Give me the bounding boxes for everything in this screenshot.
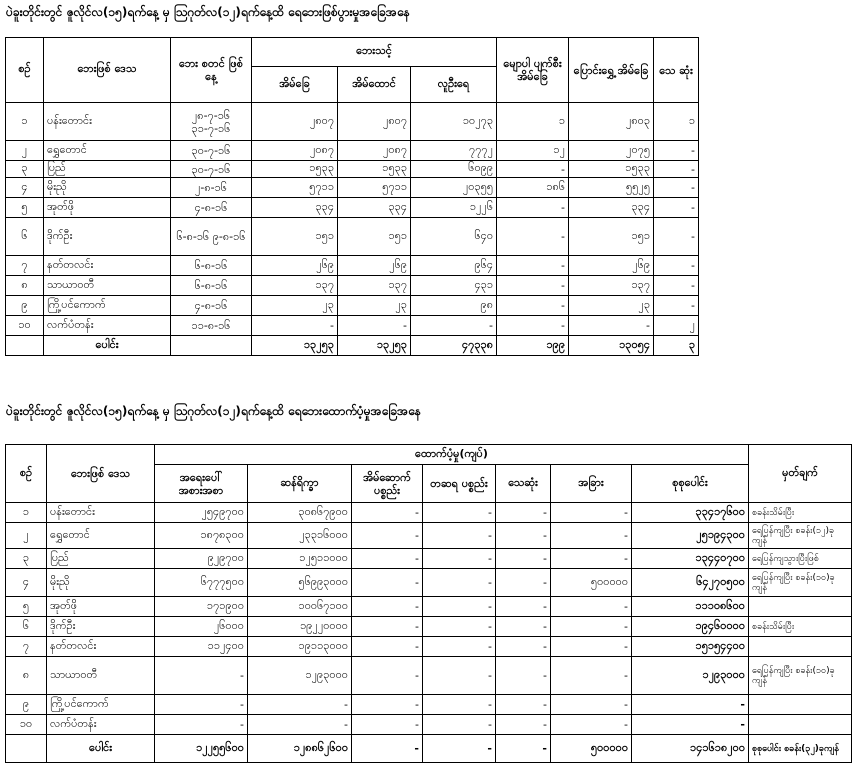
table1-title: ပဲခူးတိုင်းတွင် ဇူလိုင်လ(၁၅)ရက်နေ့ မှ ဩဂုတ်လ(၁၂)ရက်နေ့ထိ ရေဘေးဖြစ်ပွားမှုအခြေအနေ	[6, 5, 410, 19]
row-place: ဒိုက်ဦး	[44, 218, 171, 256]
total-row	[6, 336, 699, 356]
row-grand-total: -	[632, 715, 749, 735]
row-housing-materials: -	[352, 715, 423, 735]
row-remarks: စခန်းသိမ်းပြီး	[749, 503, 852, 523]
row-destroyed: -	[497, 276, 569, 296]
row-no: ၉	[6, 695, 47, 715]
row-grand-total: ၆၄၂၇၀၅၀၀	[632, 569, 749, 597]
row-dead: -	[654, 296, 699, 316]
row-date: ၆-၈-၁၆ ၉-၈-၁၆	[171, 218, 252, 256]
row-people: -	[411, 316, 497, 336]
row-other: -	[551, 503, 632, 523]
row-rice: ၁၉၂၂၀၀၀၀	[248, 617, 352, 637]
row-place: ကြို့ပင်ကောက်	[47, 695, 155, 715]
row-tools: -	[423, 549, 496, 569]
row-death: -	[496, 569, 551, 597]
row-remarks: စခန်းသိမ်းပြီး	[749, 617, 852, 637]
total-empty-cell	[6, 336, 44, 356]
table-row	[6, 198, 699, 218]
row-dead: ၂	[654, 316, 699, 336]
row-place: ဒိုက်ဦး	[47, 617, 155, 637]
row-houses: ၂၆၉	[252, 256, 338, 276]
row-emergency-food: ၁၁၂၄၀၀	[155, 637, 248, 657]
table-row	[6, 276, 699, 296]
row-place: နတ်တလင်း	[47, 637, 155, 657]
table-row	[6, 597, 852, 617]
row-dead: -	[654, 256, 699, 276]
row-no: ၃	[6, 161, 44, 178]
row-emergency-food: -	[155, 657, 248, 695]
row-households: -	[338, 316, 411, 336]
row-households: ၃၃၄	[338, 198, 411, 218]
row-other: ၅၀၀၀၀၀	[551, 569, 632, 597]
row-remarks: ရေပြန်ကျပြီး စခန်း(၁၂)ခုကျန်	[749, 523, 852, 549]
total-remarks: စုစုပေါင်း စခန်း(၃၂)ခုကျန်	[749, 735, 852, 763]
total-rice: ၁၂၈၈၆၂၆၀၀	[248, 735, 352, 763]
total-grand-total: ၁၄၁၆၁၈၂၀၀	[632, 735, 749, 763]
header-houses: အိမ်ခြေ	[252, 67, 338, 103]
table-row	[6, 695, 852, 715]
row-households: ၁၅၃၃	[338, 161, 411, 178]
row-housing-materials: -	[352, 617, 423, 637]
row-no: ၄	[6, 569, 47, 597]
row-destroyed: -	[497, 198, 569, 218]
header-death: သေဆုံး	[496, 465, 551, 503]
row-rice: -	[248, 695, 352, 715]
row-date: ၃၀-၇-၁၆	[171, 141, 252, 161]
row-grand-total: ၁၃၄၄၀၇၀၀	[632, 549, 749, 569]
row-rice: ၁၂၉၃၀၀၀	[248, 657, 352, 695]
row-households: ၂၈၀၇	[338, 103, 411, 141]
row-households: ၅၇၁၁	[338, 178, 411, 198]
row-emergency-food: ၉၂၉၇၀၀	[155, 549, 248, 569]
header-destroyed: မျောပါ ပျက်စီး အိမ်ခြေ	[497, 38, 569, 103]
row-destroyed: -	[497, 316, 569, 336]
row-remarks: ရေပြန်ကျသွားပြီးဖြစ်	[749, 549, 852, 569]
header-place: ဘေးဖြစ် ဒေသ	[47, 445, 155, 503]
row-date: ၁၁-၈-၁၆	[171, 316, 252, 336]
header-rice: ဆန်ရိက္ခာ	[248, 465, 352, 503]
row-death: -	[496, 657, 551, 695]
header-housing-materials: အိမ်ဆောက် ပစ္စည်း	[352, 465, 423, 503]
table-row	[6, 549, 852, 569]
total-destroyed: ၁၉၉	[497, 336, 569, 356]
row-death: -	[496, 617, 551, 637]
row-tools: -	[423, 695, 496, 715]
header-households: အိမ်ထောင်	[338, 67, 411, 103]
header-affected: ဘေးသင့်	[252, 38, 497, 67]
total-other: ၅၀၀၀၀၀	[551, 735, 632, 763]
row-houses: ၂၃	[252, 296, 338, 316]
total-tools: -	[423, 735, 496, 763]
row-houses: ၁၅၃၃	[252, 161, 338, 178]
row-emergency-food: ၂၅၄၉၇၀၀	[155, 503, 248, 523]
header-other: အခြား	[551, 465, 632, 503]
row-no: ၁	[6, 103, 44, 141]
row-destroyed: ၁၈၆	[497, 178, 569, 198]
row-no: ၆	[6, 218, 44, 256]
header-no: စဥ်	[6, 38, 44, 103]
row-remarks: ရေပြန်ကျပြီး စခန်း(၁၀)ခုကျန်	[749, 569, 852, 597]
total-relocated: ၁၃၀၅၄	[569, 336, 654, 356]
row-people: ၆၀၉၉	[411, 161, 497, 178]
row-emergency-food: ၁၇၁၉၀၀	[155, 597, 248, 617]
row-place: အုတ်ဖို	[44, 198, 171, 218]
row-housing-materials: -	[352, 597, 423, 617]
table-row	[6, 141, 699, 161]
row-no: ၈	[6, 276, 44, 296]
table-row	[6, 103, 699, 141]
row-households: ၂၆၉	[338, 256, 411, 276]
row-other: -	[551, 523, 632, 549]
row-no: ၄	[6, 178, 44, 198]
row-people: ၉၆၄	[411, 256, 497, 276]
row-death: -	[496, 503, 551, 523]
table-row	[6, 569, 852, 597]
row-housing-materials: -	[352, 549, 423, 569]
row-remarks	[749, 597, 852, 617]
row-place: မိုးညို	[47, 569, 155, 597]
row-relocated: ၂၃	[569, 296, 654, 316]
row-houses: ၂၈၀၇	[252, 103, 338, 141]
row-place: နတ်တလင်း	[44, 256, 171, 276]
row-date: ၂-၈-၁၆	[171, 178, 252, 198]
row-housing-materials: -	[352, 503, 423, 523]
row-emergency-food: -	[155, 715, 248, 735]
row-dead: -	[654, 161, 699, 178]
row-emergency-food: ၂၆၀၀၀	[155, 617, 248, 637]
row-relocated: ၁၅၁	[569, 218, 654, 256]
row-rice: ၅၆၉၉၃၀၀၀	[248, 569, 352, 597]
header-remarks: မှတ်ချက်	[749, 445, 852, 503]
row-dead: -	[654, 178, 699, 198]
flood-situation-table	[5, 37, 699, 356]
row-dead: -	[654, 218, 699, 256]
row-tools: -	[423, 637, 496, 657]
row-rice: -	[248, 715, 352, 735]
row-housing-materials: -	[352, 657, 423, 695]
row-relocated: ၂၆၉	[569, 256, 654, 276]
row-destroyed: -	[497, 218, 569, 256]
row-place: ရွှေတောင်	[44, 141, 171, 161]
row-relocated: ၅၅၂၅	[569, 178, 654, 198]
row-dead: ၁	[654, 103, 699, 141]
total-death: -	[496, 735, 551, 763]
row-no: ၈	[6, 657, 47, 695]
row-grand-total: ၂၅၁၉၄၃၀၀	[632, 523, 749, 549]
row-grand-total: ၁၁၁၀၈၆၀၀	[632, 597, 749, 617]
row-tools: -	[423, 569, 496, 597]
row-no: ၇	[6, 637, 47, 657]
row-place: ပြည်	[44, 161, 171, 178]
header-people: လူဦးရေ	[411, 67, 497, 103]
row-date: ၆-၈-၁၆	[171, 256, 252, 276]
row-place: ပန်းတောင်း	[47, 503, 155, 523]
row-date: ၆-၈-၁၆	[171, 276, 252, 296]
row-destroyed: ၁၂	[497, 141, 569, 161]
row-households: ၂၀၈၇	[338, 141, 411, 161]
row-housing-materials: -	[352, 695, 423, 715]
row-death: -	[496, 597, 551, 617]
table-row	[6, 161, 699, 178]
row-place: ကြို့ပင်ကောက်	[44, 296, 171, 316]
header-dead: သေ ဆုံး	[654, 38, 699, 103]
row-dead: -	[654, 198, 699, 218]
table-row	[6, 715, 852, 735]
row-people: ၂၀၃၅၅	[411, 178, 497, 198]
row-no: ၆	[6, 617, 47, 637]
row-no: ၁	[6, 503, 47, 523]
row-emergency-food: -	[155, 695, 248, 715]
row-place: အုတ်ဖို	[47, 597, 155, 617]
row-no: ၃	[6, 549, 47, 569]
total-label: ပေါင်း	[44, 336, 171, 356]
header-relocated: ပြောင်းရွှေ့ အိမ်ခြေ	[569, 38, 654, 103]
row-destroyed: -	[497, 296, 569, 316]
row-destroyed: -	[497, 256, 569, 276]
row-people: ၁၀၂၇၃	[411, 103, 497, 141]
row-date: ၄-၈-၁၆	[171, 296, 252, 316]
row-rice: ၁၂၅၁၁၀၀၀	[248, 549, 352, 569]
row-remarks	[749, 715, 852, 735]
row-households: ၂၃	[338, 296, 411, 316]
table-row	[6, 637, 852, 657]
row-people: ၄၃၁	[411, 276, 497, 296]
row-rice: ၁၀၀၆၇၁၀၀	[248, 597, 352, 617]
row-no: ၇	[6, 256, 44, 276]
row-people: ၆၄၀	[411, 218, 497, 256]
row-people: ၉၈	[411, 296, 497, 316]
row-grand-total: ၁၉၄၆၀၀၀၀	[632, 617, 749, 637]
header-grand-total: စုစုပေါင်း	[632, 465, 749, 503]
row-other: -	[551, 549, 632, 569]
total-people: ၄၇၃၃၈	[411, 336, 497, 356]
row-death: -	[496, 637, 551, 657]
row-grand-total: ၃၃၄၁၇၆၀၀	[632, 503, 749, 523]
row-people: ၇၇၇၂	[411, 141, 497, 161]
table2-title: ပဲခူးတိုင်းတွင် ဇူလိုင်လ(၁၅)ရက်နေ့ မှ ဩဂုတ်လ(၁၂)ရက်နေ့ထိ ရေဘေးထောက်ပံ့မှုအခြေအနေ	[6, 404, 421, 418]
row-place: ပြည်	[47, 549, 155, 569]
table-row	[6, 523, 852, 549]
row-households: ၁၅၁	[338, 218, 411, 256]
row-people: ၁၂၂၆	[411, 198, 497, 218]
table-row	[6, 218, 699, 256]
table-row	[6, 617, 852, 637]
row-households: ၁၃၇	[338, 276, 411, 296]
row-grand-total: ၁၅၁၅၄၄၀၀	[632, 637, 749, 657]
row-place: ပန်းတောင်း	[44, 103, 171, 141]
row-other: -	[551, 617, 632, 637]
row-emergency-food: ၁၈၇၈၃၀၀	[155, 523, 248, 549]
row-no: ၁၀	[6, 316, 44, 336]
row-death: -	[496, 549, 551, 569]
row-relocated: ၁၃၇	[569, 276, 654, 296]
row-no: ၅	[6, 597, 47, 617]
row-tools: -	[423, 503, 496, 523]
total-households: ၁၃၂၅၃	[338, 336, 411, 356]
header-place: ဘေးဖြစ် ဒေသ	[44, 38, 171, 103]
row-relocated: ၃၃၄	[569, 198, 654, 218]
row-rice: ၂၃၃၁၆၀၀၀	[248, 523, 352, 549]
row-place: လက်ပံတန်း	[44, 316, 171, 336]
total-row	[6, 735, 852, 763]
row-death: -	[496, 715, 551, 735]
row-dead: -	[654, 141, 699, 161]
row-relocated: ၂၈၀၃	[569, 103, 654, 141]
total-dead: ၃	[654, 336, 699, 356]
row-remarks	[749, 695, 852, 715]
row-remarks	[749, 637, 852, 657]
row-tools: -	[423, 597, 496, 617]
row-tools: -	[423, 523, 496, 549]
total-empty-cell	[171, 336, 252, 356]
row-date: ၃၀-၇-၁၆	[171, 161, 252, 178]
row-no: ၅	[6, 198, 44, 218]
row-tools: -	[423, 715, 496, 735]
row-housing-materials: -	[352, 523, 423, 549]
row-date: ၄-၈-၁၆	[171, 198, 252, 218]
row-houses: ၂၀၈၇	[252, 141, 338, 161]
row-tools: -	[423, 657, 496, 695]
row-houses: ၃၃၄	[252, 198, 338, 218]
row-houses: ၅၇၁၁	[252, 178, 338, 198]
row-destroyed: -	[497, 161, 569, 178]
row-place: သာယာဝတီ	[47, 657, 155, 695]
row-other: -	[551, 695, 632, 715]
row-rice: ၃၀၈၆၇၉၀၀	[248, 503, 352, 523]
header-date: ဘေး စတင် ဖြစ်နေ့	[171, 38, 252, 103]
row-housing-materials: -	[352, 637, 423, 657]
row-death: -	[496, 523, 551, 549]
row-place: သာယာဝတီ	[44, 276, 171, 296]
row-houses: -	[252, 316, 338, 336]
flood-support-table	[5, 444, 852, 763]
row-remarks: ရေပြန်ကျပြီး စခန်း(၁၀)ခုကျန်	[749, 657, 852, 695]
row-grand-total: ၁၂၉၃၀၀၀	[632, 657, 749, 695]
table-row	[6, 296, 699, 316]
total-emergency-food: ၁၂၂၅၅၆၀၀	[155, 735, 248, 763]
header-no: စဥ်	[6, 445, 47, 503]
row-other: -	[551, 715, 632, 735]
row-houses: ၁၃၇	[252, 276, 338, 296]
table-row	[6, 503, 852, 523]
row-other: -	[551, 597, 632, 617]
row-destroyed: ၁	[497, 103, 569, 141]
row-no: ၂	[6, 141, 44, 161]
row-place: မိုးညို	[44, 178, 171, 198]
row-rice: ၁၉၁၁၃၀၀၀	[248, 637, 352, 657]
total-housing-materials: -	[352, 735, 423, 763]
row-dead: -	[654, 276, 699, 296]
row-no: ၁၀	[6, 715, 47, 735]
row-no: ၂	[6, 523, 47, 549]
total-empty-cell	[6, 735, 47, 763]
header-tools: တဆရ ပစ္စည်း	[423, 465, 496, 503]
total-label: ပေါင်း	[47, 735, 155, 763]
row-other: -	[551, 637, 632, 657]
table-row	[6, 256, 699, 276]
row-place: ရွှေတောင်	[47, 523, 155, 549]
header-support: ထောက်ပံ့မှု(ကျပ်)	[155, 445, 749, 465]
row-no: ၉	[6, 296, 44, 316]
total-houses: ၁၃၂၅၃	[252, 336, 338, 356]
row-place: လက်ပံတန်း	[47, 715, 155, 735]
table-row	[6, 316, 699, 336]
row-relocated: ၁၅၃၃	[569, 161, 654, 178]
row-emergency-food: ၆၇၇၇၅၀၀	[155, 569, 248, 597]
row-grand-total: -	[632, 695, 749, 715]
table-row	[6, 657, 852, 695]
row-other: -	[551, 657, 632, 695]
row-date: ၂၈-၇-၁၆ ၃၁-၇-၁၆	[171, 103, 252, 141]
row-houses: ၁၅၁	[252, 218, 338, 256]
row-relocated: ၂၀၇၅	[569, 141, 654, 161]
row-death: -	[496, 695, 551, 715]
row-relocated: -	[569, 316, 654, 336]
table-row	[6, 178, 699, 198]
header-emergency-food: အရေးပေါ် အစားအစာ	[155, 465, 248, 503]
row-housing-materials: -	[352, 569, 423, 597]
row-tools: -	[423, 617, 496, 637]
